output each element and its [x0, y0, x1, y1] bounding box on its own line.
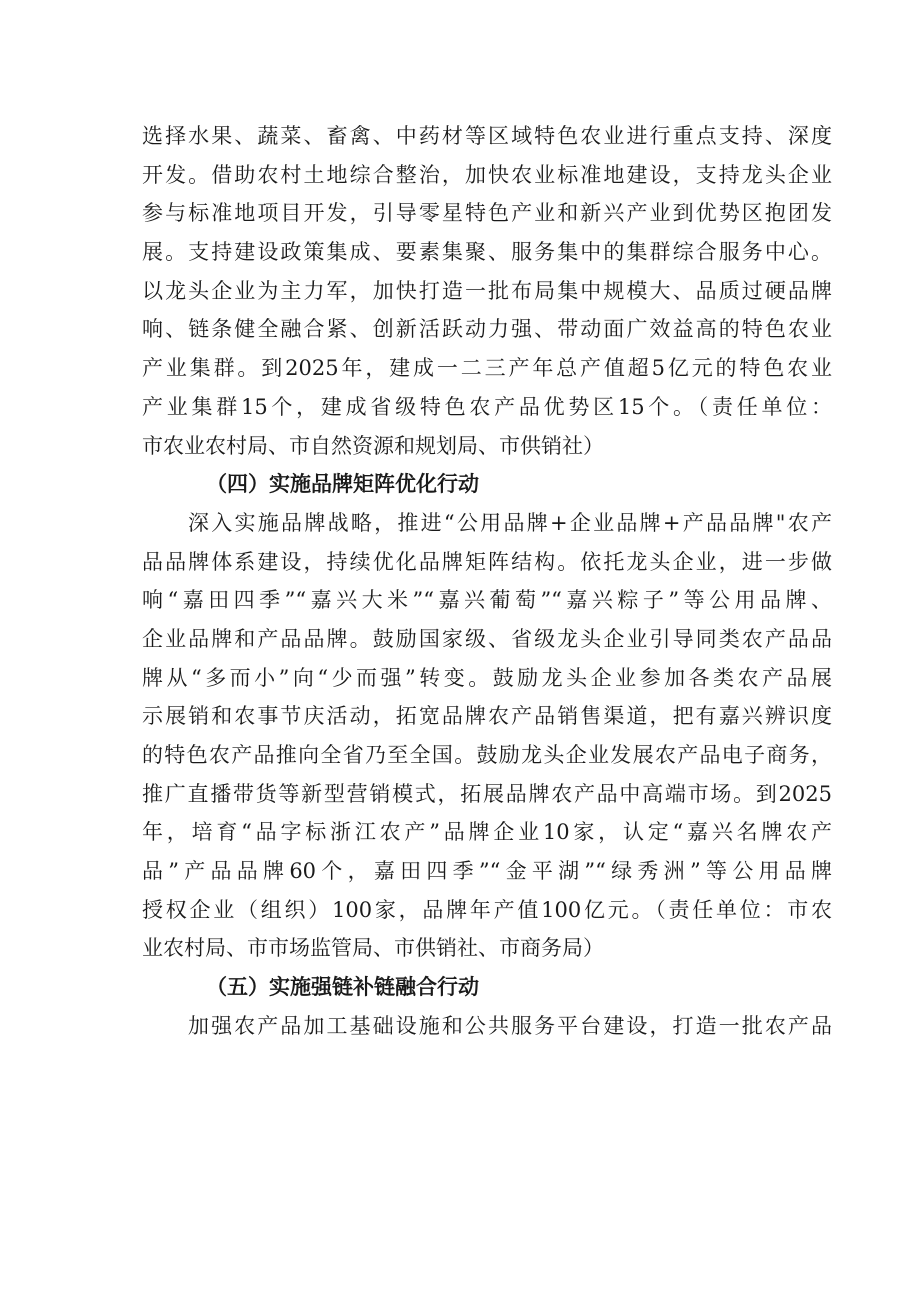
section-heading: （四）实施品牌矩阵优化行动 — [206, 472, 479, 497]
paragraph-line: 企业品牌和产品品牌。鼓励国家级、省级龙头企业引导同类农产品品 — [142, 626, 832, 651]
paragraph-line: 业农村局、市市场监管局、市供销社、市商务局） — [142, 936, 604, 961]
section-heading: （五）实施强链补链融合行动 — [206, 975, 479, 1000]
paragraph-line: 示展销和农事节庆活动，拓宽品牌农产品销售渠道，把有嘉兴辨识度 — [142, 704, 832, 729]
paragraph-line: 以龙头企业为主力军，加快打造一批布局集中规模大、品质过硬品牌 — [142, 278, 832, 303]
paragraph-line: 参与标准地项目开发，引导零星特色产业和新兴产业到优势区抱团发 — [142, 201, 832, 226]
paragraph-line: 牌从“多而小”向“少而强”转变。鼓励龙头企业参加各类农产品展 — [142, 665, 832, 690]
paragraph-line: 市农业农村局、市自然资源和规划局、市供销社） — [142, 433, 604, 458]
paragraph-line: 响、链条健全融合紧、创新活跃动力强、带动面广效益高的特色农业 — [142, 317, 832, 342]
paragraph-line: 选择水果、蔬菜、畜禽、中药材等区域特色农业进行重点支持、深度 — [142, 124, 832, 148]
paragraph-line: 品品牌体系建设，持续优化品牌矩阵结构。依托龙头企业，进一步做 — [142, 549, 832, 574]
paragraph-line: 年，培育“品字标浙江农产”品牌企业10家，认定“嘉兴名牌农产 — [142, 820, 832, 845]
paragraph-line: 授权企业（组织）100家，品牌年产值100亿元。（责任单位：市农 — [142, 897, 832, 922]
paragraph-line: 推广直播带货等新型营销模式，拓展品牌农产品中高端市场。到2025 — [142, 781, 832, 806]
paragraph-first-line: 深入实施品牌战略，推进“公用品牌+企业品牌+产品品牌"农产 — [188, 510, 832, 535]
paragraph-line: 的特色农产品推向全省乃至全国。鼓励龙头企业发展农产品电子商务， — [142, 743, 832, 767]
document-page — [142, 117, 832, 1046]
paragraph-first-line: 加强农产品加工基础设施和公共服务平台建设，打造一批农产品 — [188, 1013, 832, 1038]
paragraph-line: 展。支持建设政策集成、要素集聚、服务集中的集群综合服务中心。 — [142, 240, 832, 265]
paragraph-line: 开发。借助农村土地综合整治，加快农业标准地建设，支持龙头企业 — [142, 162, 832, 187]
paragraph-line: 品”产品品牌60个，嘉田四季”“金平湖”“绿秀洲”等公用品牌 — [142, 859, 832, 884]
paragraph-line: 产业集群15个，建成省级特色农产品优势区15个。（责任单位： — [142, 394, 832, 419]
paragraph-line: 产业集群。到2025年，建成一二三产年总产值超5亿元的特色农业 — [142, 356, 832, 381]
paragraph-line: 响“嘉田四季”“嘉兴大米”“嘉兴葡萄”“嘉兴粽子”等公用品牌、 — [142, 588, 832, 613]
